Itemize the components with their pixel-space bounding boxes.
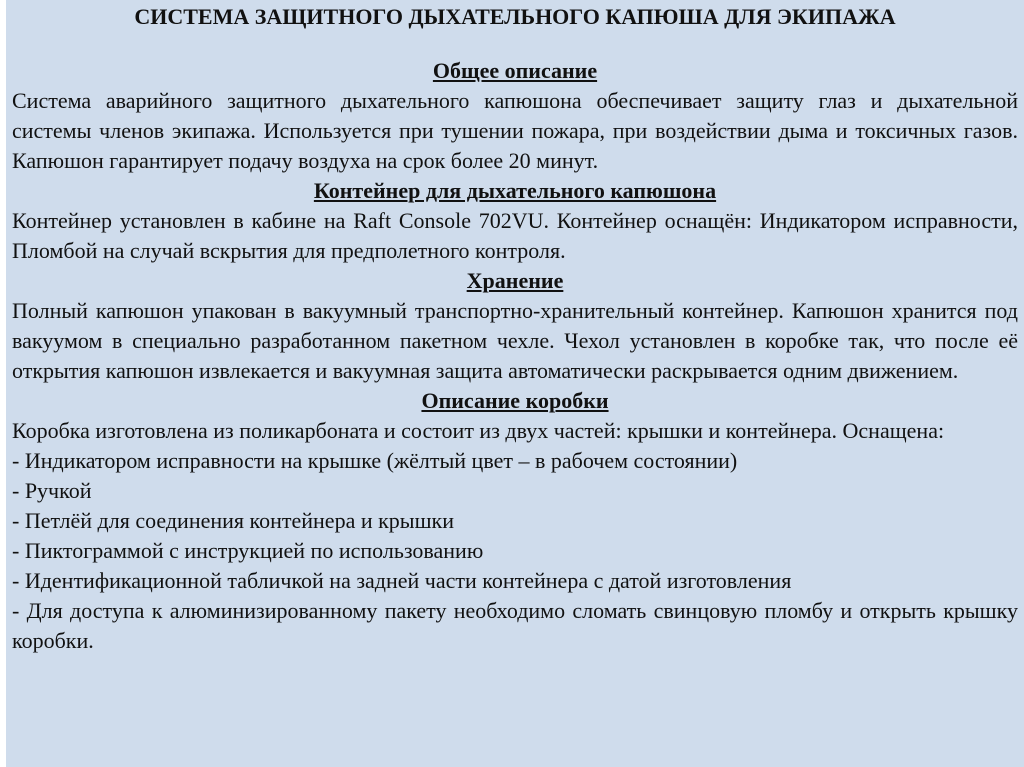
list-item: - Индикатором исправности на крышке (жёлтый цвет – в рабочем состоянии) bbox=[12, 448, 738, 473]
section-text-container: Контейнер установлен в кабине на Raft Console 702VU. Контейнер оснащён: Индикатором исправности, Пломбой на случай вскрытия для предполетного контроля. bbox=[12, 208, 1018, 263]
box-features-list bbox=[12, 446, 1018, 656]
section-heading-general: Общее описание bbox=[432, 58, 598, 83]
section-text-storage: Полный капюшон упакован в вакуумный транспортно-хранительный контейнер. Капюшон хранится под вакуумом в специально разработанном пакетном чехле. Чехол установлен в коробке так, что после её открытия капюшон извлекается и вакуумная защита автоматически раскрывается одним движением. bbox=[12, 298, 1018, 383]
page-title: СИСТЕМА ЗАЩИТНОГО ДЫХАТЕЛЬНОГО КАПЮША ДЛЯ ЭКИПАЖА bbox=[134, 4, 896, 29]
list-item: - Ручкой bbox=[12, 478, 92, 503]
list-item: - Для доступа к алюминизированному пакету необходимо сломать свинцовую пломбу и открыть крышку коробки. bbox=[12, 598, 1018, 653]
slide bbox=[6, 0, 1024, 767]
list-item: - Идентификационной табличкой на задней части контейнера с датой изготовления bbox=[12, 568, 792, 593]
section-heading-container: Контейнер для дыхательного капюшона bbox=[313, 178, 717, 203]
list-item: - Пиктограммой с инструкцией по использованию bbox=[12, 538, 484, 563]
list-item: - Петлёй для соединения контейнера и крышки bbox=[12, 508, 454, 533]
section-text-general: Система аварийного защитного дыхательного капюшона обеспечивает защиту глаз и дыхательной системы членов экипажа. Используется при тушении пожара, при воздействии дыма и токсичных газов. Капюшон гарантирует подачу воздуха на срок более 20 минут. bbox=[12, 88, 1018, 173]
section-text-box: Коробка изготовлена из поликарбоната и состоит из двух частей: крышки и контейнера. Оснащена: bbox=[12, 418, 945, 443]
section-heading-box: Описание коробки bbox=[421, 388, 609, 413]
section-heading-storage: Хранение bbox=[466, 268, 564, 293]
